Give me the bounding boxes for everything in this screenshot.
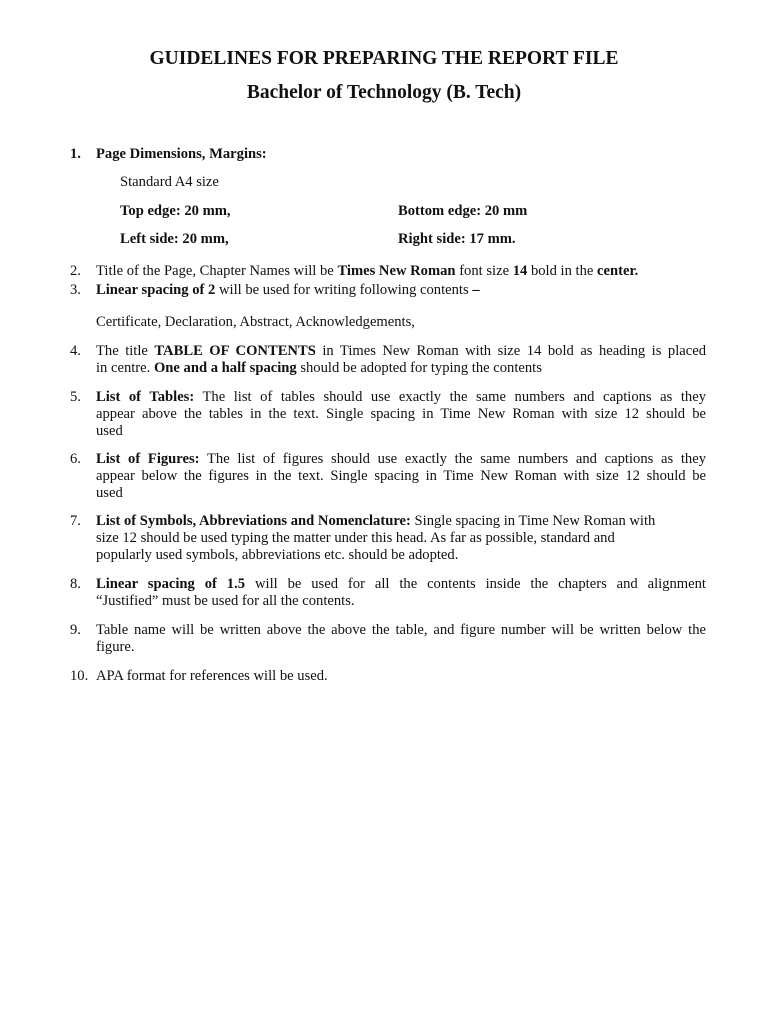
item-9 [70,622,706,656]
item-3-text-part: will be used for writing following contents [215,282,473,298]
item-8 [70,576,706,610]
item-4-bold-spacing: One and a half spacing [153,360,297,376]
item-5-line-1 [96,389,706,406]
item-3 [70,282,706,299]
item-5-text [96,389,706,440]
item-6-bold-heading: List of Figures: [96,451,200,467]
item-1-size-text: Standard A4 size [120,174,219,190]
item-7-line-1 [96,513,706,530]
item-4 [70,343,706,377]
item-5-text-part: The list of tables should use exactly the same numbers and captions as they [194,389,706,405]
item-7-number: 7. [70,513,81,529]
item-6 [70,451,706,502]
item-3-bold-spacing: Linear spacing of 2 [96,282,216,298]
item-1-right-side: Right side: 17 mm. [398,231,516,247]
item-6-line-2: appear below the figures in the text. Single spacing in Time New Roman with size 12 should be [96,468,706,484]
document-subtitle: Bachelor of Technology (B. Tech) [246,82,522,103]
item-8-text-part: will be used for all the contents inside the chapters and alignment [245,576,706,592]
item-1-bottom-edge: Bottom edge: 20 mm [398,203,528,219]
item-4-line-2 [96,360,706,377]
item-4-bold-toc: TABLE OF CONTENTS [154,343,316,359]
item-7 [70,513,706,564]
item-2-text-part: Title of the Page, Chapter Names will be [96,263,338,279]
item-10-text: APA format for references will be used. [96,668,328,684]
item-3-contents: Certificate, Declaration, Abstract, Acknowledgements, [96,314,415,330]
item-2 [70,263,706,280]
item-4-number: 4. [70,343,81,359]
document-title: GUIDELINES FOR PREPARING THE REPORT FILE [149,48,619,69]
item-3-number: 3. [70,282,81,298]
item-2-bold-size: 14 [512,263,528,279]
item-4-text-part: The title [96,343,155,359]
item-3-text [96,282,706,299]
item-5-line-2: appear above the tables in the text. Single spacing in Time New Roman with size 12 should be [96,406,706,422]
item-1-top-edge: Top edge: 20 mm, [120,203,231,219]
item-2-text [96,263,706,280]
item-7-text [96,513,706,564]
item-4-text [96,343,706,377]
item-1-heading-text: Page Dimensions, Margins: [96,146,267,162]
item-7-line-3: popularly used symbols, abbreviations etc. should be adopted. [96,547,459,563]
item-8-bold-spacing: Linear spacing of 1.5 [96,576,246,592]
item-8-text [96,576,706,610]
item-9-text [96,622,706,656]
item-6-number: 6. [70,451,81,467]
item-7-text-part: Single spacing in Time New Roman with [410,513,656,529]
item-10-number: 10. [70,668,89,684]
item-2-bold-center: center. [597,263,639,279]
item-1-heading [70,146,706,163]
item-8-line-1 [96,576,706,593]
item-5-number: 5. [70,389,81,405]
item-6-text [96,451,706,502]
item-10 [70,668,706,685]
item-2-text-part: font size [455,263,513,279]
item-1-margin-row-side [120,231,680,248]
item-9-line-2: figure. [96,639,135,655]
item-1-size-row [120,174,680,191]
item-8-line-2: “Justified” must be used for all the contents. [96,593,355,609]
item-6-text-part: The list of figures should use exactly the same numbers and captions as they [199,451,706,467]
item-5-bold-heading: List of Tables: [96,389,195,405]
item-5 [70,389,706,440]
item-8-number: 8. [70,576,81,592]
item-2-bold-font: Times New Roman [337,263,456,279]
item-4-text-part: in centre. [96,360,154,376]
item-3-dash: – [472,282,480,298]
item-6-line-1 [96,451,706,468]
item-9-number: 9. [70,622,81,638]
item-6-line-3: used [96,485,123,501]
item-5-line-3: used [96,423,123,439]
item-1-margin-row-top [120,203,680,220]
item-1-left-side: Left side: 20 mm, [120,231,229,247]
item-7-bold-heading: List of Symbols, Abbreviations and Nomenclature: [96,513,411,529]
item-2-text-part: bold in the [527,263,598,279]
item-4-text-part: in Times New Roman with size 14 bold as heading is placed [315,343,707,359]
item-1-number: 1. [70,146,81,162]
item-9-line-1: Table name will be written above the above the table, and figure number will be written below the [96,622,706,638]
item-4-line-1 [96,343,706,360]
item-4-text-part: should be adopted for typing the contents [296,360,542,376]
item-7-line-2: size 12 should be used typing the matter under this head. As far as possible, standard and [96,530,615,546]
item-2-number: 2. [70,263,81,279]
